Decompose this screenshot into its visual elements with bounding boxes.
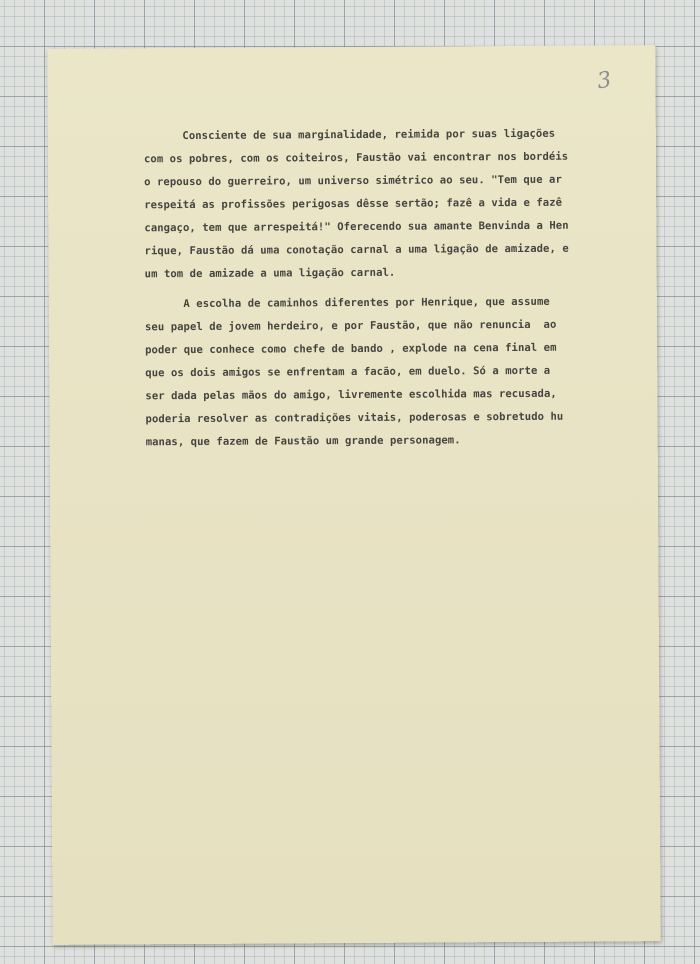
text-line: manas, que fazem de Faustão um grande personagem. — [145, 434, 461, 449]
text-line: que os dois amigos se enfrentam a facão, em duelo. Só a morte a — [145, 364, 551, 380]
text-line: respeitá as profissões perigosas dêsse sertão; fazê a vida e fazê — [144, 196, 563, 212]
document-body — [144, 122, 616, 454]
text-line: A escolha de caminhos diferentes por Henrique, que assume — [144, 295, 550, 311]
text-line: rique, Faustão dá uma conotação carnal a uma ligação de amizade, e — [144, 242, 569, 258]
text-line: poder que conhece como chefe de bando , explode na cena final em — [145, 341, 557, 357]
text-line: cangaço, tem que arrespeitá!" Oferecendo sua amante Benvinda a Hen — [144, 219, 569, 235]
text-line: o repouso do guerreiro, um universo simétrico ao seu. "Tem que ar — [144, 173, 562, 189]
text-line: poderia resolver as contradições vitais, poderosas e sobretudo hu — [145, 410, 564, 426]
paragraph — [144, 122, 615, 286]
text-line: com os pobres, com os coiteiros, Faustão vai encontrar nos bordéis — [143, 150, 569, 166]
paragraph — [145, 290, 616, 454]
text-line: seu papel de jovem herdeiro, e por Faustão, que não renuncia ao — [144, 318, 557, 334]
text-line: um tom de amizade a uma ligação carnal. — [144, 266, 396, 281]
text-line: ser dada pelas mãos do amigo, livremente escolhida mas recusada, — [145, 387, 557, 403]
text-line: Consciente de sua marginalidade, reimida por suas ligações — [143, 127, 556, 143]
document-page — [47, 45, 660, 945]
page-number: 3 — [595, 67, 614, 95]
